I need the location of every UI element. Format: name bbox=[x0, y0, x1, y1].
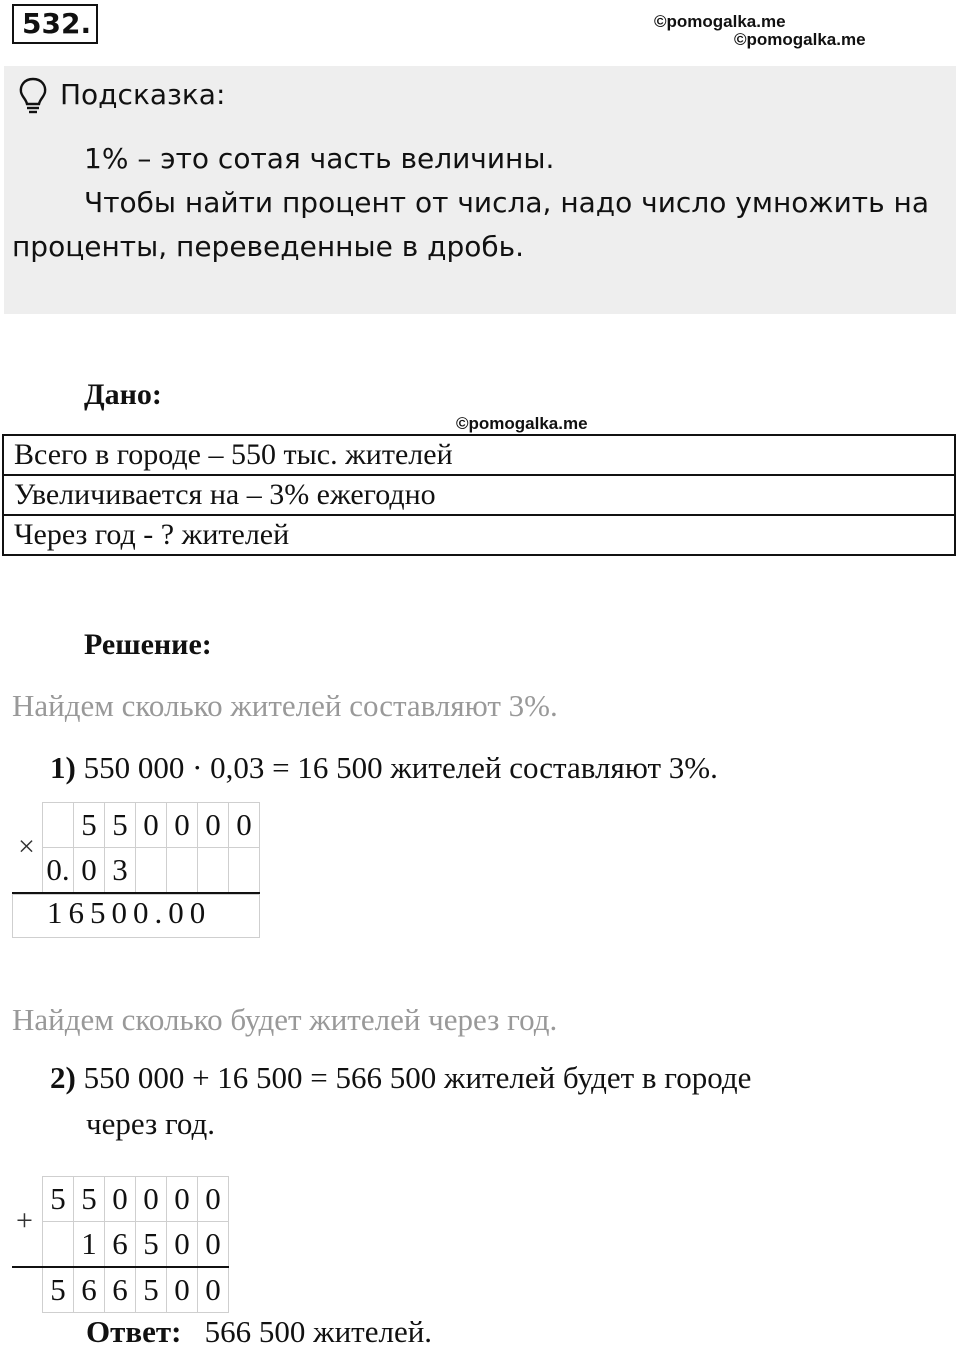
grid-cell: 6 bbox=[105, 1267, 136, 1313]
grid-cell: 0 bbox=[167, 1222, 198, 1268]
grid-cell: 5 bbox=[136, 1267, 167, 1313]
grid-cell: 5 bbox=[43, 1177, 74, 1222]
given-row: Всего в городе – 550 тыс. жителей bbox=[3, 435, 955, 475]
step1-text: 550 000 · 0,03 = 16 500 жителей составляют 3%. bbox=[83, 750, 718, 785]
plus-sign: + bbox=[16, 1204, 33, 1237]
result-digit: 0. bbox=[133, 895, 169, 930]
given-table bbox=[2, 434, 956, 556]
step2-label: 2) bbox=[50, 1060, 76, 1095]
grid-cell: 0 bbox=[105, 1177, 136, 1222]
step2-text: 550 000 + 16 500 = 566 500 жителей будет в городе bbox=[83, 1060, 752, 1095]
step2 bbox=[50, 1060, 751, 1096]
grid-cell: 0 bbox=[136, 803, 167, 848]
grid-cell: 0 bbox=[167, 1267, 198, 1313]
multiply-sign: × bbox=[18, 830, 35, 863]
hint-line: проценты, переведенные в дробь. bbox=[12, 230, 525, 263]
grid-cell: 0 bbox=[136, 1177, 167, 1222]
grid-cell: 0 bbox=[167, 1177, 198, 1222]
grid-cell bbox=[167, 848, 198, 894]
grid-cell bbox=[198, 848, 229, 894]
answer bbox=[86, 1314, 432, 1350]
grid-cell: 5 bbox=[74, 803, 105, 848]
grid-cell: 0 bbox=[198, 1267, 229, 1313]
lightbulb-icon bbox=[16, 76, 50, 116]
grid-cell: 6 bbox=[105, 1222, 136, 1268]
grid-cell: 0 bbox=[229, 803, 260, 848]
problem-number: 532. bbox=[12, 4, 98, 44]
watermark: ©pomogalka.me bbox=[734, 30, 866, 49]
watermark: ©pomogalka.me bbox=[654, 12, 786, 31]
grid-cell: 0 bbox=[198, 1177, 229, 1222]
given-row: Через год - ? жителей bbox=[3, 515, 955, 555]
addition-grid bbox=[42, 1176, 229, 1313]
result-digit: 0 bbox=[168, 895, 190, 930]
hint-line: 1% – это сотая часть величины. bbox=[84, 142, 555, 175]
result-digit: 5 bbox=[90, 895, 112, 930]
hint-line: Чтобы найти процент от числа, надо число умножить на bbox=[84, 186, 929, 219]
plus-underline bbox=[12, 1266, 42, 1268]
step2-comment: Найдем сколько будет жителей через год. bbox=[12, 1002, 558, 1037]
grid-cell: 1 bbox=[74, 1222, 105, 1268]
grid-cell: 6 bbox=[74, 1267, 105, 1313]
multiplication-result bbox=[12, 894, 260, 938]
result-digit: 6 bbox=[68, 895, 90, 930]
solution-title: Решение: bbox=[84, 628, 212, 661]
grid-cell: 5 bbox=[136, 1222, 167, 1268]
step1-label: 1) bbox=[50, 750, 76, 785]
grid-cell: 5 bbox=[105, 803, 136, 848]
answer-value: 566 500 жителей. bbox=[204, 1314, 433, 1349]
given-row: Увеличивается на – 3% ежегодно bbox=[3, 475, 955, 515]
grid-cell: 0 bbox=[198, 803, 229, 848]
grid-cell: 3 bbox=[105, 848, 136, 894]
grid-cell bbox=[43, 803, 74, 848]
multiplication-grid bbox=[42, 802, 260, 894]
given-title: Дано: bbox=[84, 378, 162, 411]
result-digit: 0 bbox=[189, 895, 212, 930]
step2-continued: через год. bbox=[86, 1106, 216, 1141]
grid-cell: 5 bbox=[43, 1267, 74, 1313]
grid-cell: 0 bbox=[74, 848, 105, 894]
step1-comment: Найдем сколько жителей составляют 3%. bbox=[12, 688, 558, 723]
grid-cell bbox=[136, 848, 167, 894]
result-digit: 1 bbox=[47, 895, 69, 930]
grid-cell: 5 bbox=[74, 1177, 105, 1222]
result-digit: 0 bbox=[111, 895, 133, 930]
grid-cell bbox=[43, 1222, 74, 1268]
grid-cell bbox=[229, 848, 260, 894]
grid-cell: 0. bbox=[43, 848, 74, 894]
grid-cell: 0 bbox=[198, 1222, 229, 1268]
hint-title: Подсказка: bbox=[60, 78, 226, 111]
watermark: ©pomogalka.me bbox=[456, 414, 588, 433]
step1 bbox=[50, 750, 718, 786]
grid-cell: 0 bbox=[167, 803, 198, 848]
answer-label: Ответ: bbox=[86, 1314, 182, 1349]
